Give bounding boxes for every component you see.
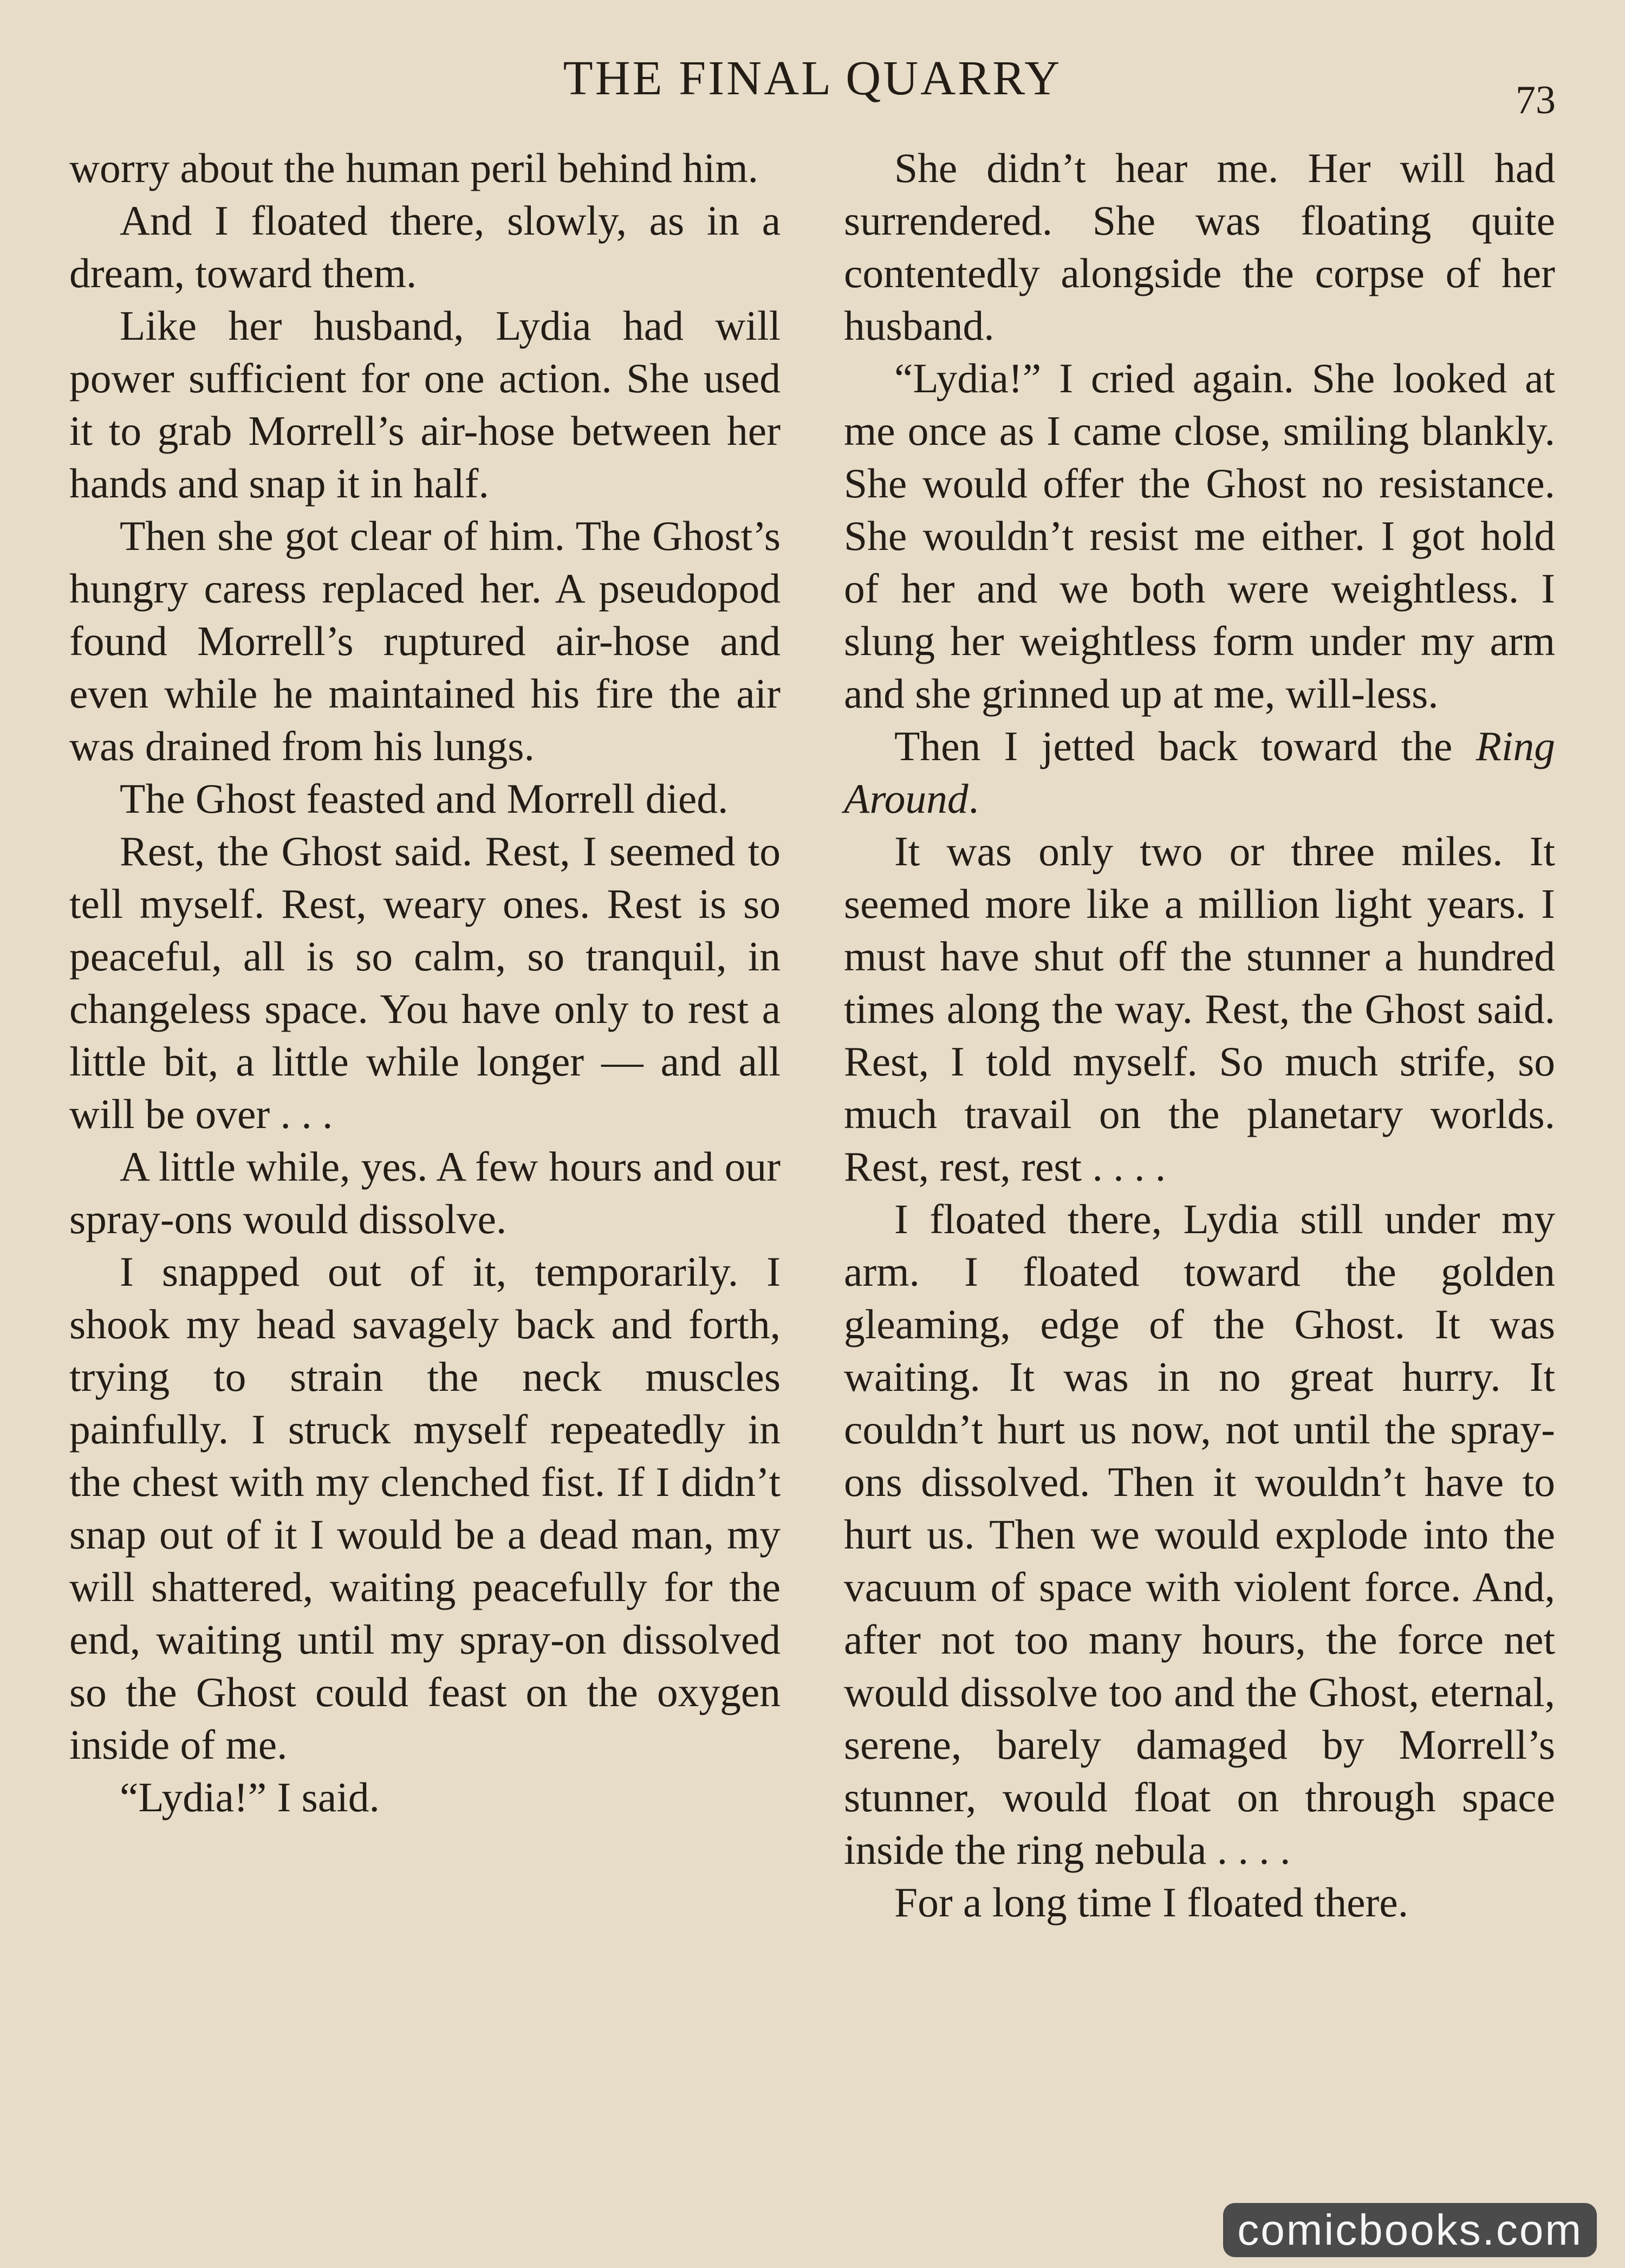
paragraph <box>844 720 1555 825</box>
paragraph: And I floated there, slowly, as in a dream, toward them. <box>69 197 781 296</box>
watermark: comicbooks.com <box>1223 2203 1597 2257</box>
paragraph: Then she got clear of him. The Ghost’s hungry caress replaced her. A pseudopod found Morrell’s ruptured air-hose and even while he maintained his fire the air was drained from his lungs. <box>69 513 781 769</box>
right-column <box>844 142 1555 1929</box>
paragraph-text: Then I jetted back toward the <box>894 723 1453 769</box>
running-title: THE FINAL QUARRY <box>563 51 1062 105</box>
paragraph: Like her husband, Lydia had will power sufficient for one action. She used it to grab Morrell’s air-hose between her hands and snap it in half. <box>69 302 781 507</box>
paragraph: worry about the human peril behind him. <box>69 145 759 191</box>
paragraph: I snapped out of it, temporarily. I shook my head savagely back and forth, trying to strain the neck muscles painfully. I struck myself repeatedly in the chest with my clenched fist. If I didn’t snap out of it I would be a dead man, my will shattered, waiting peacefully for the end, waiting until my spray-on dissolved so the Ghost could feast on the oxygen inside of me. <box>69 1248 781 1768</box>
paragraph: “Lydia!” I said. <box>120 1774 380 1820</box>
paragraph: I floated there, Lydia still under my arm. I floated toward the golden gleaming, edge of the Ghost. It was waiting. It was in no great hurry. It couldn’t hurt us now, not until the spray-ons dissolved. Then it wouldn’t have to hurt us. Then we would explode into the vacuum of space with violent force. And, after not too many hours, the force net would dissolve too and the Ghost, eternal, serene, barely damaged by Morrell’s stunner, would float on through space inside the ring nebula . . . . <box>844 1196 1555 1873</box>
ship-name: Ring Around <box>844 723 1555 822</box>
paragraph: It was only two or three miles. It seemed more like a million light years. I must have shut off the stunner a hundred times along the way. Rest, the Ghost said. Rest, I told myself. So much strife, so much travail on the planetary worlds. Rest, rest, rest . . . . <box>844 828 1555 1190</box>
paragraph-end: . <box>968 775 979 822</box>
paragraph: A little while, yes. A few hours and our spray-ons would dissolve. <box>69 1143 781 1242</box>
page-number: 73 <box>1516 78 1556 122</box>
paragraph: The Ghost feasted and Morrell died. <box>120 775 729 822</box>
paragraph: Rest, the Ghost said. Rest, I seemed to tell myself. Rest, weary ones. Rest is so peaceful, all is so calm, so tranquil, in changeless space. You have only to rest a little bit, a little while longer — and all will be over . . . <box>69 828 781 1137</box>
left-column <box>69 142 781 1824</box>
paragraph: For a long time I floated there. <box>894 1879 1409 1926</box>
paragraph: “Lydia!” I cried again. She looked at me once as I came close, smiling blankly. She would offer the Ghost no resistance. She wouldn’t resist me either. I got hold of her and we both were weightless. I slung her weightless form under my arm and she grinned up at me, will-less. <box>844 355 1555 717</box>
paragraph: She didn’t hear me. Her will had surrendered. She was floating quite contentedly alongside the corpse of her husband. <box>844 145 1555 349</box>
